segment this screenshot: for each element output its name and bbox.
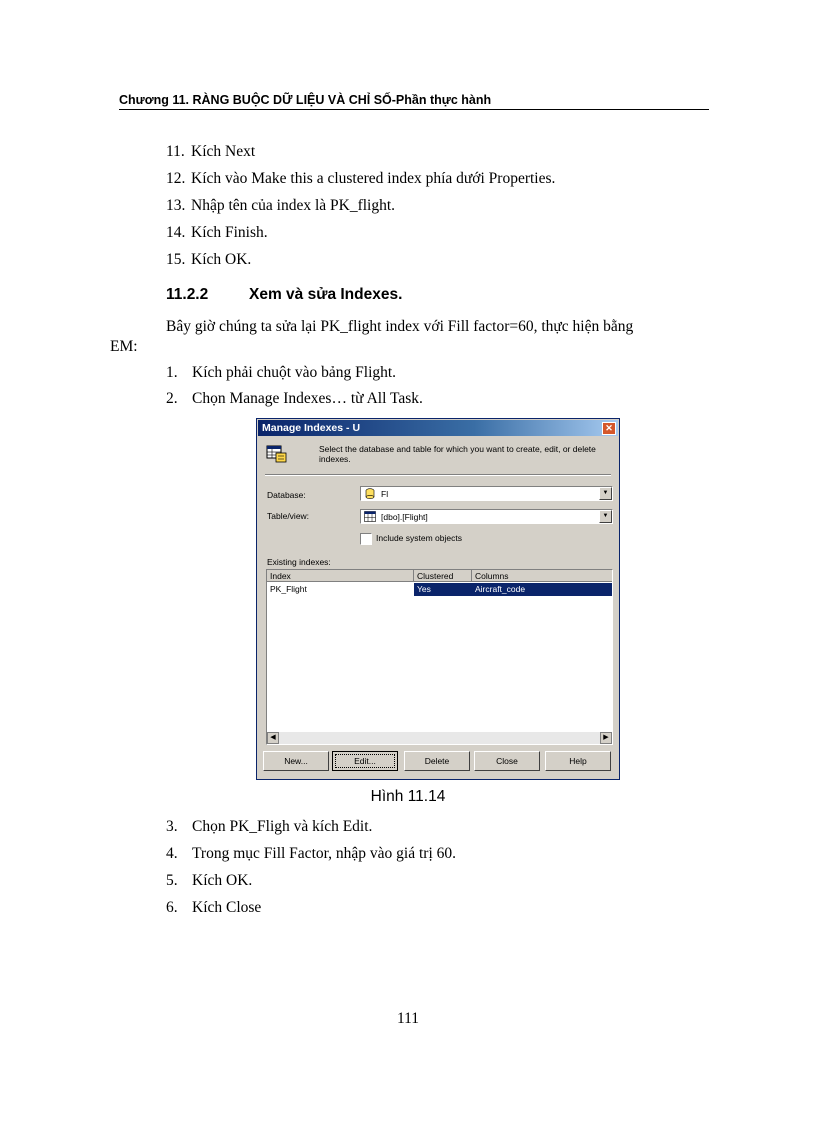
include-system-label: Include system objects	[376, 533, 462, 543]
index-icon	[266, 445, 288, 463]
page-header: Chương 11. RÀNG BUỘC DỮ LIỆU VÀ CHỈ SỐ-Phần thực hành	[119, 93, 709, 110]
step-5: 5. Kích OK.	[166, 872, 253, 889]
chevron-down-icon[interactable]: ▼	[599, 487, 612, 500]
include-system-checkbox[interactable]	[360, 533, 372, 545]
divider	[265, 474, 611, 476]
dialog-description: Select the database and table for which you want to create, edit, or delete indexes.	[319, 444, 596, 464]
intro-line-1: Bây giờ chúng ta sửa lại PK_flight index với Fill factor=60, thực hiện bằng	[166, 318, 634, 335]
manage-indexes-dialog	[256, 418, 620, 780]
cell-clustered: Yes	[414, 583, 472, 596]
table-icon	[364, 511, 376, 522]
cell-columns: Aircraft_code	[472, 583, 612, 596]
database-label: Database:	[267, 490, 306, 500]
step-3: 3. Chọn PK_Fligh và kích Edit.	[166, 818, 373, 835]
column-header-columns[interactable]: Columns	[472, 570, 612, 582]
column-header-index[interactable]: Index	[267, 570, 414, 582]
existing-indexes-label: Existing indexes:	[267, 557, 331, 567]
dialog-titlebar	[258, 420, 618, 436]
indexes-list[interactable]	[266, 569, 613, 745]
scroll-left-icon[interactable]: ◀	[267, 732, 279, 744]
step-11: 11. Kích Next	[166, 143, 256, 160]
column-header-clustered[interactable]: Clustered	[414, 570, 472, 582]
step-6: 6. Kích Close	[166, 899, 262, 916]
step-12: 12. Kích vào Make this a clustered index phía dưới Properties.	[166, 170, 556, 187]
step-15: 15. Kích OK.	[166, 251, 252, 268]
figure-caption: Hình 11.14	[370, 788, 446, 805]
database-value: Fl	[381, 489, 389, 499]
help-button[interactable]: Help	[545, 751, 611, 771]
new-button[interactable]: New...	[263, 751, 329, 771]
step-1: 1. Kích phải chuột vào bảng Flight.	[166, 364, 397, 381]
intro-line-2: EM:	[110, 338, 138, 355]
cell-index: PK_Flight	[270, 584, 307, 594]
table-row[interactable]	[267, 583, 612, 596]
database-select[interactable]	[360, 486, 613, 501]
database-icon	[364, 488, 376, 499]
close-button[interactable]: Close	[474, 751, 540, 771]
edit-button[interactable]: Edit...	[332, 751, 398, 771]
step-4: 4. Trong mục Fill Factor, nhập vào giá trị 60.	[166, 845, 457, 862]
step-13: 13. Nhập tên của index là PK_flight.	[166, 197, 396, 214]
delete-button[interactable]: Delete	[404, 751, 470, 771]
step-2: 2. Chọn Manage Indexes… từ All Task.	[166, 390, 423, 407]
close-icon[interactable]: ✕	[602, 422, 616, 435]
horizontal-scrollbar[interactable]	[267, 732, 612, 744]
page-number: 111	[396, 1010, 420, 1027]
chevron-down-icon[interactable]: ▼	[599, 510, 612, 523]
dialog-title: Manage Indexes - U	[262, 422, 361, 434]
table-value: [dbo].[Flight]	[381, 512, 428, 522]
table-label: Table/view:	[267, 511, 310, 521]
section-heading: 11.2.2 Xem và sửa Indexes.	[166, 286, 403, 303]
table-select[interactable]	[360, 509, 613, 524]
step-14: 14. Kích Finish.	[166, 224, 268, 241]
scroll-right-icon[interactable]: ▶	[600, 732, 612, 744]
